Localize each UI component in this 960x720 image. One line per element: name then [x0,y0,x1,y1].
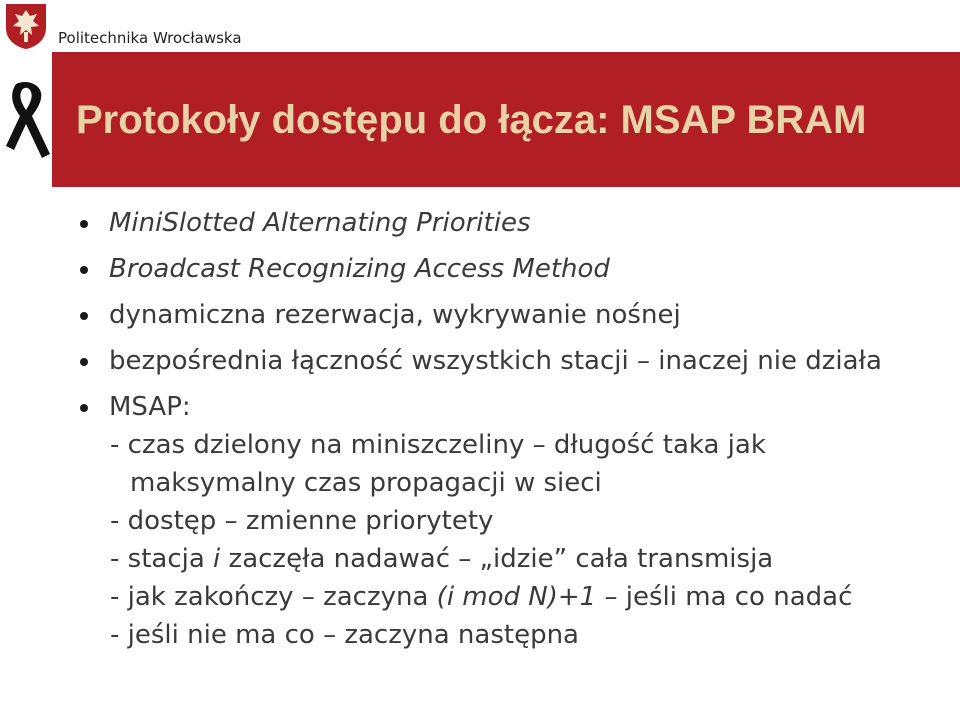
msap-detail-line: - jeśli nie ma co – zaczyna następna [110,620,579,650]
line-part: – jeśli ma co nadać [596,582,853,612]
bullet-dot [80,220,88,228]
university-name: Politechnika Wrocławska [58,29,242,47]
bullet-text: bezpośrednia łączność wszystkich stacji – inaczej nie działa [109,346,882,376]
mourning-ribbon-icon [2,80,56,160]
msap-detail-line: - czas dzielony na miniszczeliny – długość taka jak [110,430,766,460]
bullet-text: Broadcast Recognizing Access Method [109,254,610,284]
msap-detail-line: maksymalny czas propagacji w sieci [130,468,602,498]
bullet-dot [80,266,88,274]
line-part: - stacja [110,544,214,574]
msap-detail-line: - dostęp – zmienne priorytety [110,506,494,536]
bullet-dot [80,404,88,412]
bullet-text: MiniSlotted Alternating Priorities [109,208,531,238]
msap-detail-line [110,582,852,612]
bullet-dot [80,312,88,320]
line-part-italic: (i mod N)+1 [436,582,597,612]
line-part: zaczęła nadawać – „idzie” cała transmisja [220,544,774,574]
msap-detail-line [110,544,773,574]
line-part-italic: i [213,544,221,574]
bullet-text: MSAP: [109,392,191,422]
bullet-dot [80,358,88,366]
top-bar [0,0,960,52]
title-band [52,52,960,187]
university-crest-icon [4,2,48,50]
line-part: - jak zakończy – zaczyna [110,582,437,612]
slide-content [0,200,960,720]
slide-title: Protokoły dostępu do łącza: MSAP BRAM [76,98,867,142]
bullet-text: dynamiczna rezerwacja, wykrywanie nośnej [109,300,681,330]
